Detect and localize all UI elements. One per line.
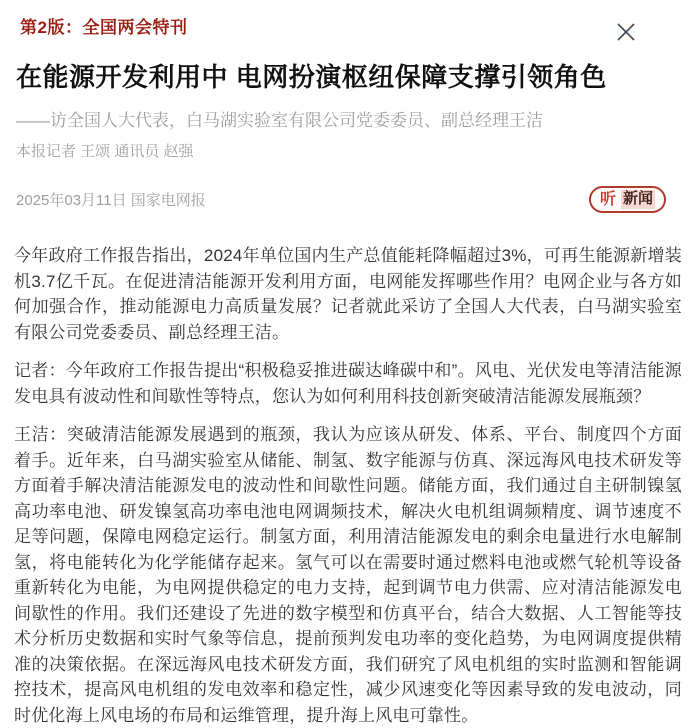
close-button[interactable] — [612, 18, 640, 46]
listen-news-label: 新闻 — [622, 190, 653, 208]
article-paragraph: 记者：今年政府工作报告提出“积极稳妥推进碳达峰碳中和”。风电、光伏发电等清洁能源发电具有波动性和间歇性等特点，您认为如何利用科技创新突破清洁能源发展瓶颈？ — [14, 361, 682, 406]
article-subtitle: ——访全国人大代表，白马湖实验室有限公司党委委员、副总经理王洁 — [16, 111, 543, 130]
article-page — [0, 13, 696, 728]
article-paragraph: 今年政府工作报告指出，2024年单位国内生产总值能耗降幅超过3%，可再生能源新增装机3.7亿千瓦。在促进清洁能源开发利用方面，电网能发挥哪些作用？电网企业与各方如何加强合作，推动能源电力高质量发展？记者就此采访了全国人大代表，白马湖实验室有限公司党委委员、副总经理王洁。 — [14, 246, 682, 342]
listen-icon: 听 — [599, 191, 616, 208]
meta-row — [16, 186, 680, 213]
edition-tag: 第2版：全国两会特刊 — [20, 18, 188, 37]
article-paragraph: 王洁：突破清洁能源发展遇到的瓶颈，我认为应该从研发、体系、平台、制度四个方面着手。近年来，白马湖实验室从储能、制氢、数字能源与仿真、深远海风电技术研发等方面着手解决清洁能源发电的波动性和间歇性问题。储能方面，我们通过自主研制镍氢高功率电池、研发镍氢高功率电池电网调频技术，解决火电机组调频精度、调节速度不足等问题，保障电网稳定运行。制氢方面，利用清洁能源发电的剩余电量进行水电解制氢，将电能转化为化学能储存起来。氢气可以在需要时通过燃料电池或燃气轮机等设备重新转化为电能，为电网提供稳定的电力支持，起到调节电力供需、应对清洁能源发电间歇性的作用。我们还建设了先进的数字模型和仿真平台，结合大数据、人工智能等技术分析历史数据和实时气象等信息，提前预判发电功率的变化趋势，为电网调度提供精准的决策依据。在深远海风电技术研发方面，我们研究了风电机组的实时监测和智能调控技术，提高风电机组的发电效率和稳定性，减少风速变化等因素导致的发电波动，同时优化海上风电场的布局和运维管理，提升海上风电可靠性。 — [14, 425, 682, 725]
article-byline: 本报记者 王颂 通讯员 赵强 — [16, 143, 194, 160]
date-source: 2025年03月11日 国家电网报 — [16, 192, 206, 210]
listen-news-button[interactable] — [589, 186, 666, 213]
close-icon — [614, 20, 638, 44]
article-body — [14, 243, 682, 728]
page-title: 在能源开发利用中 电网扮演枢纽保障支撑引领角色 — [16, 62, 607, 92]
